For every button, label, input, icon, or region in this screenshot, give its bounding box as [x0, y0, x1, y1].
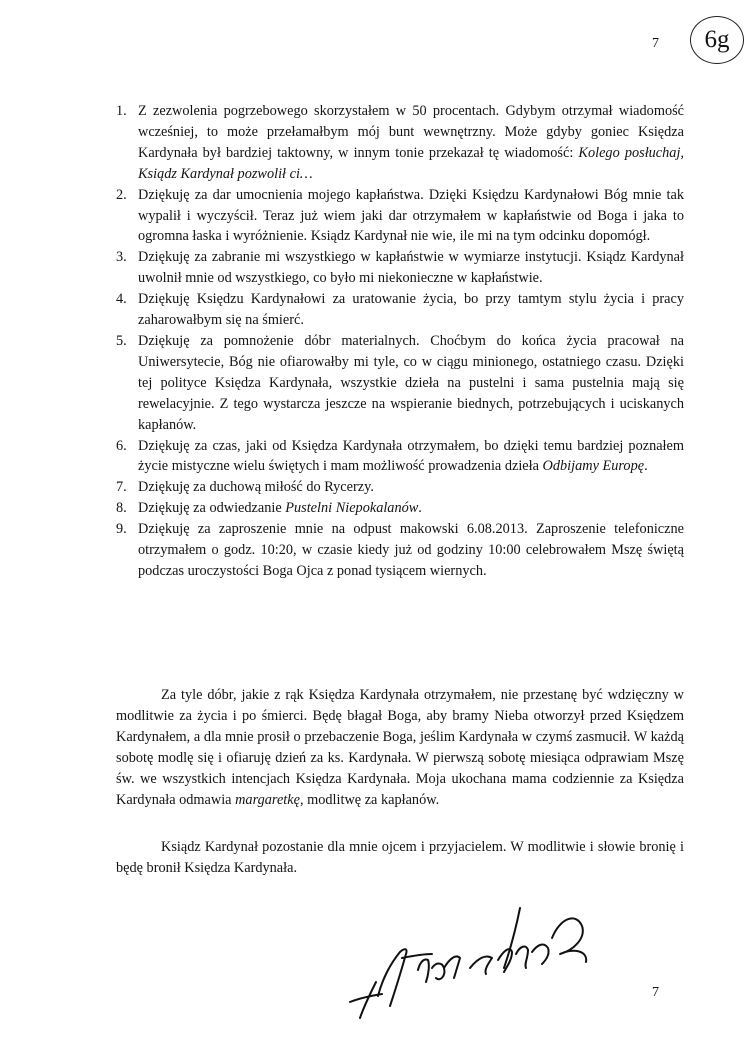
text-segment: , modlitwę za kapłanów.: [299, 791, 440, 808]
text-segment: Dziękuję za czas, jaki od Księdza Kardynała otrzymałem, bo dzięki temu bardziej poznałem życie mistyczne wielu świętych i mam możliwość prowadzenia dzieła: [138, 437, 684, 475]
closing-paragraph-1: [116, 685, 684, 810]
text-segment: Ksiądz Kardynał pozostanie dla mnie ojcem i przyjacielem. W modlitwie i słowie bronię i będę bronił Księdza Kardynała.: [116, 839, 684, 876]
list-item-number: 3.: [116, 249, 127, 266]
page-number-top: 7: [652, 36, 659, 51]
italic-text: margaretkę: [235, 791, 300, 808]
list-item: [116, 477, 684, 498]
italic-text: Odbijamy Europę: [542, 458, 645, 475]
list-item-number: 9.: [116, 521, 127, 538]
italic-text: Kolego posłuchaj, Ksiądz Kardynał pozwolił ci…: [138, 144, 685, 182]
italic-text: Pustelni Niepokalanów: [285, 500, 419, 517]
text-segment: .: [418, 500, 422, 517]
signature-image: [320, 898, 630, 1028]
text-segment: Dziękuję za odwiedzanie: [138, 500, 286, 517]
text-segment: Dziękuję za zabranie mi wszystkiego w kapłaństwie w wymiarze instytucji. Ksiądz Kardynał uwolnił mnie od wszystkiego, co było mi niekonieczne w kapłaństwie.: [138, 249, 684, 287]
list-item: [116, 185, 684, 248]
page-number-bottom: 7: [652, 985, 659, 1000]
text-segment: Dziękuję za pomnożenie dóbr materialnych. Choćbym do końca życia pracował na Uniwersytecie, Bóg nie ofiarowałby mi tyle, co w ciągu minionego, ostatniego czasu. Dzięki tej polityce Księdza Kardynała, wszystkie dzieła na pustelni i sama pustelnia mają się rewelacyjnie. Z tego wystarcza jeszcze na wspieranie biednych, potrzebujących i uciskanych kapłanów.: [138, 332, 684, 433]
page-stamp: 6g: [690, 16, 744, 64]
list-item-number: 2.: [116, 186, 127, 203]
text-segment: Dziękuję za dar umocnienia mojego kapłaństwa. Dzięki Księdzu Kardynałowi Bóg mnie tak wypalił i wyczyścił. Teraz już wiem jaki dar otrzymałem w kapłaństwie od Boga i jaka to ogromna łaska i wyróżnienie. Ksiądz Kardynał nie wie, ile mi na tym odcinku dopomógł.: [138, 186, 684, 245]
text-segment: Dziękuję Księdzu Kardynałowi za uratowanie życia, bo przy tamtym stylu życia i pracy zaharowałbym się na śmierć.: [138, 291, 684, 329]
list-item-number: 5.: [116, 332, 127, 349]
closing-paragraph-2: [116, 837, 684, 879]
list-item-number: 8.: [116, 500, 127, 517]
text-segment: Za tyle dóbr, jakie z rąk Księdza Kardynała otrzymałem, nie przestanę być wdzięczny w modlitwie za życia i po śmierci. Będę błagał Boga, aby bramy Nieba otworzył przed Księdzem Kardynałem, a dla mnie prosił o przebaczenie Boga, jeślim Kardynała w czymś zasmucił. W każdą sobotę modlę się i ofiaruję dzień za ks. Kardynała. W pierwszą sobotę miesiąca odprawiam Mszę św. we wszystkich intencjach Księdza Kardynała. Moja ukochana mama codziennie za Księdza Kardynała odmawia: [116, 687, 684, 808]
list-item-number: 1.: [116, 103, 127, 119]
list-item: [116, 519, 684, 582]
list-item-number: 6.: [116, 437, 127, 454]
text-segment: Z zezwolenia pogrzebowego skorzystałem w 50 procentach. Gdybym otrzymał wiadomość wcześniej, to może przełamałbym mój bunt wewnętrzny. Może gdyby goniec Księdza Kardynała był bardziej taktowny, w innym tonie przekazał tę wiadomość:: [138, 103, 684, 161]
list-item-number: 7.: [116, 479, 127, 496]
text-segment: Dziękuję za duchową miłość do Rycerzy.: [138, 479, 374, 496]
list-item: [116, 436, 684, 478]
thanks-list: [116, 101, 684, 582]
list-item-number: 4.: [116, 291, 127, 308]
text-segment: Dziękuję za zaproszenie mnie na odpust makowski 6.08.2013. Zaproszenie telefoniczne otrzymałem o godz. 10:20, w czasie kiedy już od godziny 10:00 celebrowałem Mszę świętą podczas uroczystości Boga Ojca z ponad tysiącem wiernych.: [138, 521, 684, 579]
list-item: [116, 498, 684, 519]
list-item: [116, 247, 684, 289]
list-item: [116, 101, 684, 185]
list-item: [116, 331, 684, 436]
text-segment: .: [644, 458, 648, 475]
list-item: [116, 289, 684, 331]
